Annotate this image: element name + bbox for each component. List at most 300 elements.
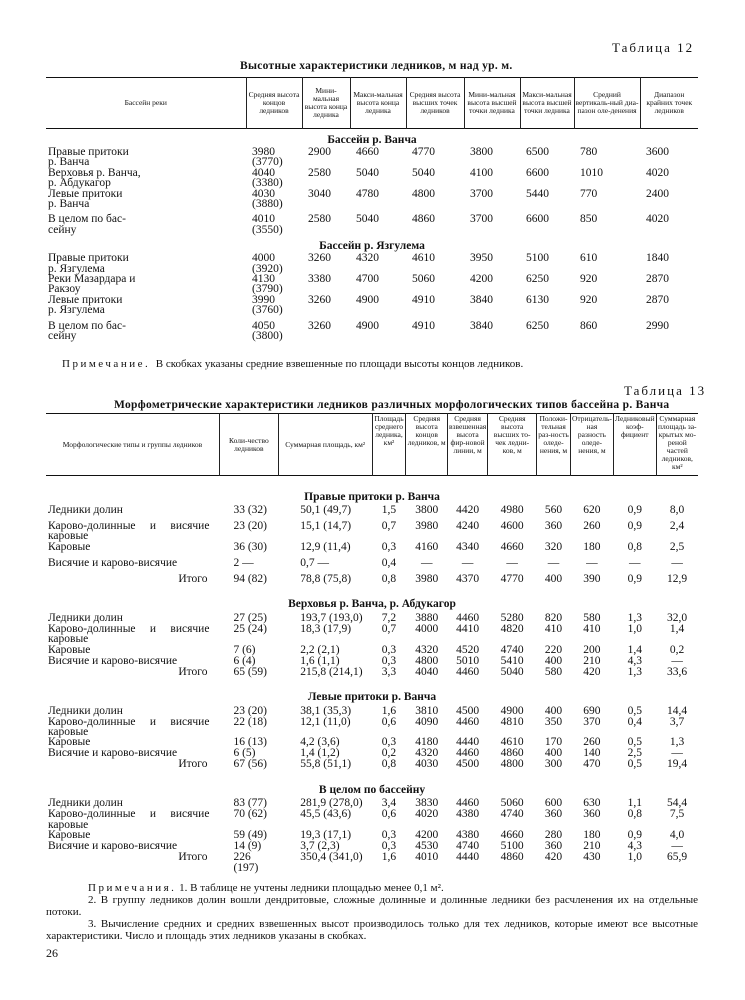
cell-value: 5010 <box>456 654 480 667</box>
cell-value: 210 <box>583 654 601 667</box>
cell-value: 4900 <box>356 319 379 332</box>
cell-value: 2870 <box>646 293 669 306</box>
row-name: Ледники долин <box>48 504 123 516</box>
cell-value: — <box>671 747 683 760</box>
cell-value: 23 (20) <box>233 704 267 717</box>
cell-value: 4030 <box>252 187 275 200</box>
cell-value: 3840 <box>470 319 493 332</box>
cell-value: 23 (20) <box>233 520 267 532</box>
cell-value: 0,8 <box>381 758 397 771</box>
row-name: р. Абдукагор <box>48 177 111 190</box>
cell-value: 3980 <box>252 146 275 158</box>
cell-value: 2870 <box>646 273 669 286</box>
table13-header-cell <box>448 414 488 476</box>
cell-value: 260 <box>583 520 601 532</box>
cell-value: 2,5 <box>627 747 642 760</box>
cell-value: 4000 <box>252 252 275 265</box>
cell-value: 410 <box>544 622 563 635</box>
cell-value: 4860 <box>500 851 524 864</box>
cell-value: 0,2 <box>669 643 685 656</box>
cell-value: 5040 <box>356 166 379 179</box>
cell-value: 12,9 <box>667 572 688 585</box>
table13-header-cell <box>570 414 613 476</box>
cell-value: 4000 <box>415 622 439 635</box>
table12-header-cell: Макси-мальная высота конца ледника <box>350 78 406 129</box>
cell-value-weighted: (3920) <box>252 262 283 275</box>
cell-value: 2990 <box>646 319 669 332</box>
cell-value: 6130 <box>526 293 549 306</box>
cell-value: 920 <box>580 293 598 306</box>
cell-value: 4520 <box>456 643 480 656</box>
row-name: Висячие и карово-висячие <box>48 747 178 760</box>
cell-value: 4040 <box>415 665 439 678</box>
cell-value: 0,7 — <box>300 556 330 569</box>
table-row-continuation <box>46 331 698 341</box>
row-name: Каровые <box>48 736 91 749</box>
row-name: Каровые <box>48 540 91 553</box>
cell-value: 0,7 <box>381 520 397 532</box>
section-title: Правые притоки р. Ванча <box>304 490 440 503</box>
cell-value: 38,1 (35,3) <box>300 704 352 717</box>
cell-value: 350,4 (341,0) <box>300 851 363 864</box>
row-name: Карово-долинные и висячие каровые <box>48 808 210 831</box>
cell-value: 4180 <box>415 736 439 749</box>
table13-note-1: 1. В таблице не учтены ледники площадью менее 0,1 м². <box>179 882 444 894</box>
cell-value-weighted: (3790) <box>252 283 283 296</box>
table13 <box>46 413 698 873</box>
cell-value: 4010 <box>252 213 275 226</box>
cell-value: 65,9 <box>667 851 688 864</box>
cell-value: 1,5 <box>381 504 397 516</box>
cell-value: 36 (30) <box>233 540 267 553</box>
row-name: Каровые <box>48 829 91 842</box>
row-name: Правые притоки <box>48 146 129 158</box>
row-name: В целом по бас- <box>48 213 126 226</box>
section-title-row <box>46 590 698 613</box>
cell-value: 4380 <box>456 829 480 842</box>
cell-value: 32,0 <box>667 611 688 624</box>
cell-value: 2,5 <box>669 540 685 553</box>
cell-value: 50,1 (49,7) <box>300 504 352 516</box>
cell-value: 4320 <box>415 643 439 656</box>
cell-value: — <box>671 556 683 569</box>
total-row <box>46 667 698 683</box>
cell-value: 22 (18) <box>233 715 267 728</box>
cell-value: — <box>461 556 474 569</box>
table12-body <box>46 129 698 342</box>
cell-value: 260 <box>583 736 601 749</box>
cell-value: 390 <box>583 572 601 585</box>
table-row <box>46 189 698 199</box>
row-name: Реки Мазардара и <box>48 273 136 286</box>
cell-value: 19,3 (17,1) <box>300 829 352 842</box>
cell-value: 1840 <box>646 252 669 265</box>
cell-value: 3880 <box>415 611 439 624</box>
cell-value: 0,5 <box>627 704 642 717</box>
cell-value: 1,6 <box>381 704 397 717</box>
empty-cell <box>302 199 698 209</box>
cell-value: 5100 <box>526 252 549 265</box>
cell-value: 45,5 (43,6) <box>300 808 352 821</box>
cell-value: 5060 <box>412 273 435 286</box>
cell-value: — <box>671 654 683 667</box>
cell-value: 6250 <box>526 319 549 332</box>
row-name: Левые притоки <box>48 293 123 306</box>
cell-value: 4460 <box>456 715 480 728</box>
table13-header-cell <box>488 414 537 476</box>
table-row <box>46 809 698 830</box>
cell-value: 5410 <box>500 654 524 667</box>
table-row <box>46 656 698 667</box>
cell-value: 6250 <box>526 273 549 286</box>
cell-value: 70 (62) <box>233 808 267 821</box>
cell-value: 3260 <box>308 319 331 332</box>
cell-value: 4740 <box>500 643 524 656</box>
cell-value: 59 (49) <box>233 829 267 842</box>
cell-value: — <box>506 556 518 569</box>
cell-value: 360 <box>583 808 601 821</box>
cell-value: 470 <box>583 758 601 771</box>
cell-value: 4770 <box>412 146 435 158</box>
cell-value: 5100 <box>500 840 524 853</box>
cell-value: 4910 <box>412 319 435 332</box>
cell-value: 4700 <box>356 273 379 286</box>
cell-value: 1,3 <box>669 736 685 749</box>
total-row <box>46 759 698 775</box>
cell-value: 4010 <box>415 851 439 864</box>
cell-value: 580 <box>544 665 563 678</box>
cell-value: 4090 <box>415 715 439 728</box>
cell-value: 16 (13) <box>233 736 267 749</box>
table12-note-label: Примечание. <box>62 358 151 370</box>
cell-value: 3800 <box>415 504 439 516</box>
cell-value: 3830 <box>415 797 439 810</box>
row-name: Карово-долинные и висячие каровые <box>48 715 210 739</box>
table13-header-text: Суммарная площадь за-крытых мо-реной частей ледников, км² <box>658 413 697 471</box>
table13-header-cell: Коли-чество ледников <box>219 414 278 476</box>
row-name: Ледники долин <box>48 797 123 810</box>
total-label: Итого <box>178 572 208 585</box>
cell-value: 4860 <box>412 213 435 226</box>
cell-value: 280 <box>544 829 563 842</box>
cell-value: 6 (4) <box>233 654 256 667</box>
table-row <box>46 295 698 305</box>
cell-value: 4,3 <box>627 654 642 667</box>
section-title: Левые притоки р. Ванча <box>307 691 437 704</box>
table13-header-cell: Морфологические типы и группы ледников <box>62 439 203 449</box>
cell-value: 5040 <box>412 166 435 179</box>
cell-value: 3980 <box>415 572 439 585</box>
section-title-row <box>46 476 698 506</box>
cell-value: 5060 <box>500 797 524 810</box>
row-name: В целом по бас- <box>48 319 126 332</box>
table-row <box>46 168 698 178</box>
cell-value: 630 <box>583 797 601 810</box>
cell-value: 3950 <box>470 252 493 265</box>
cell-value: 400 <box>544 572 563 585</box>
cell-value-weighted: (3880) <box>252 198 283 211</box>
cell-value-weighted: (3760) <box>252 304 283 317</box>
cell-value: 0,9 <box>627 520 642 532</box>
cell-value: 3,7 <box>669 715 685 728</box>
cell-value: 226 (197) <box>233 851 259 874</box>
row-name: Верховья р. Ванча, <box>48 166 141 179</box>
cell-value: 180 <box>583 540 601 553</box>
cell-value: 4040 <box>252 166 275 179</box>
cell-value: 1,4 <box>627 643 642 656</box>
section-title-row <box>46 129 698 148</box>
cell-value: 0,4 <box>627 715 642 728</box>
cell-value: 4100 <box>470 166 493 179</box>
cell-value: 0,9 <box>627 504 642 516</box>
cell-value: 4500 <box>456 758 480 771</box>
table12-header-cell: Бассейн реки <box>124 98 167 107</box>
table-row <box>46 717 698 738</box>
total-label: Итого <box>178 758 208 771</box>
table13-header-text: Ледниковый коэф-фициент <box>614 413 655 439</box>
cell-value: 1,6 <box>381 851 397 864</box>
row-name: Ледники долин <box>48 704 123 717</box>
cell-value: 3,3 <box>381 665 397 678</box>
cell-value: 27 (25) <box>233 611 267 624</box>
table12 <box>46 77 698 342</box>
cell-value: 600 <box>544 797 563 810</box>
cell-value: 55,8 (51,1) <box>300 758 352 771</box>
table12-header-cell: Средняя высота высших точек ледников <box>406 78 464 129</box>
row-name: Ледники долин <box>48 611 123 624</box>
cell-value: 0,2 <box>381 747 397 760</box>
section-title-row <box>46 683 698 706</box>
cell-value: 820 <box>544 611 563 624</box>
cell-value: 4200 <box>470 273 493 286</box>
cell-value: 3980 <box>415 520 439 532</box>
cell-value: 4770 <box>500 572 524 585</box>
cell-value: 0,3 <box>381 540 397 553</box>
cell-value: 3260 <box>308 293 331 306</box>
cell-value: 4,3 <box>627 840 642 853</box>
row-name: Каровые <box>48 643 91 656</box>
cell-value: 620 <box>583 504 601 516</box>
cell-value: 360 <box>544 840 563 853</box>
cell-value-weighted: (3550) <box>252 223 283 236</box>
cell-value: 33,6 <box>667 665 688 678</box>
cell-value: 3,7 (2,3) <box>300 840 340 853</box>
table13-header-text: Средняя взвешенная высота фир-новой линии, м <box>449 413 487 455</box>
cell-value: 4800 <box>500 758 524 771</box>
cell-value: 2 — <box>233 556 254 569</box>
cell-value: 5040 <box>500 665 524 678</box>
empty-cell <box>302 305 698 315</box>
table13-header-cell <box>656 414 698 476</box>
table13-header-cell <box>372 414 406 476</box>
cell-value: 14 (9) <box>233 840 262 853</box>
cell-value: 4050 <box>252 319 275 332</box>
table-row-continuation <box>46 305 698 315</box>
cell-value: 3840 <box>470 293 493 306</box>
cell-value: — <box>547 556 560 569</box>
cell-value: 3700 <box>470 187 493 200</box>
table-row <box>46 147 698 157</box>
cell-value: 83 (77) <box>233 797 267 810</box>
cell-value: 0,6 <box>381 808 397 821</box>
table13-header-text: Средняя высота высших то-чек ледни-ков, м <box>493 413 531 455</box>
cell-value: 19,4 <box>667 758 688 771</box>
table12-header-cell: Диапазон крайних точек ледников <box>640 78 698 129</box>
cell-value-weighted: (3380) <box>252 177 283 190</box>
cell-value: 4780 <box>356 187 379 200</box>
section-title-row <box>46 235 698 253</box>
table-row <box>46 624 698 645</box>
cell-value: 4,0 <box>669 829 685 842</box>
cell-value: 2900 <box>308 146 331 158</box>
cell-value: 4370 <box>456 572 480 585</box>
cell-value: 3,4 <box>381 797 397 810</box>
cell-value: 400 <box>544 704 563 717</box>
cell-value: 400 <box>544 747 563 760</box>
cell-value: 0,6 <box>381 715 397 728</box>
cell-value: 860 <box>580 319 598 332</box>
cell-value: 360 <box>544 808 563 821</box>
cell-value: 420 <box>583 665 601 678</box>
cell-value: 4740 <box>500 808 524 821</box>
table12-title: Высотные характеристики ледников, м над ур. м. <box>240 60 513 72</box>
cell-value: 4200 <box>415 829 439 842</box>
cell-value: 4500 <box>456 704 480 717</box>
cell-value: 4320 <box>415 747 439 760</box>
cell-value-weighted: (3770) <box>252 156 283 169</box>
table-row-continuation <box>46 225 698 235</box>
table12-header-row <box>46 78 698 129</box>
cell-value: 300 <box>544 758 563 771</box>
total-row <box>46 852 698 873</box>
section-title-row <box>46 775 698 798</box>
row-name: сейну <box>48 223 77 236</box>
cell-value: 920 <box>580 273 598 286</box>
cell-value: 4020 <box>415 808 439 821</box>
cell-value: 4600 <box>500 520 524 532</box>
cell-value-weighted: (3800) <box>252 330 283 343</box>
cell-value: 6 (5) <box>233 747 256 760</box>
cell-value: 200 <box>583 643 601 656</box>
cell-value: 4660 <box>356 146 379 158</box>
cell-value: 14,4 <box>667 704 688 717</box>
table-row <box>46 321 698 331</box>
cell-value: 4410 <box>456 622 480 635</box>
cell-value: 4660 <box>500 540 524 553</box>
cell-value: 5040 <box>356 213 379 226</box>
cell-value: 3600 <box>646 146 669 158</box>
table13-title: Морфометрические характеристики ледников различных морфологических типов бассейна р. Ванча <box>114 399 670 411</box>
table12-note <box>62 358 523 370</box>
table13-header-text: Площадь среднего ледника, км² <box>374 413 404 447</box>
table13-notes-label: Примечания. <box>88 882 177 894</box>
cell-value: 0,3 <box>381 829 397 842</box>
table-row <box>46 542 698 558</box>
table13-notes <box>46 882 698 942</box>
cell-value: 1,3 <box>627 665 642 678</box>
cell-value: 4130 <box>252 273 275 286</box>
cell-value: 215,8 (214,1) <box>300 665 363 678</box>
cell-value: 4820 <box>500 622 524 635</box>
row-name: р. Ванча <box>48 198 90 211</box>
cell-value: 6600 <box>526 213 549 226</box>
cell-value: 2,2 (2,1) <box>300 643 340 656</box>
row-name: сейну <box>48 330 77 343</box>
cell-value: 780 <box>580 146 598 158</box>
row-name: р. Язгулема <box>48 262 105 275</box>
table-row <box>46 253 698 263</box>
cell-value: 3700 <box>470 213 493 226</box>
table13-header-text: Отрицатель-ная разность оледе-нения, м <box>571 413 612 455</box>
cell-value: 4810 <box>500 715 524 728</box>
table-row-continuation <box>46 199 698 209</box>
cell-value: 4420 <box>456 504 480 516</box>
cell-value: 0,8 <box>627 540 642 553</box>
cell-value: 67 (56) <box>233 758 267 771</box>
cell-value: 370 <box>583 715 601 728</box>
total-label: Итого <box>178 665 208 678</box>
table13-header-row <box>46 414 698 476</box>
table12-header-cell: Макси-мальная высота высшей точки ледника <box>520 78 574 129</box>
cell-value: 2580 <box>308 213 331 226</box>
cell-value: 4660 <box>500 829 524 842</box>
cell-value: 210 <box>583 840 601 853</box>
cell-value: 0,8 <box>381 572 397 585</box>
table12-header-cell: Средняя высота концов ледников <box>246 78 302 129</box>
cell-value: 3800 <box>470 146 493 158</box>
row-name: Висячие и карово-висячие <box>48 556 178 569</box>
table13-body <box>46 476 698 874</box>
cell-value: 33 (32) <box>233 504 267 516</box>
cell-value: 18,3 (17,9) <box>300 622 352 635</box>
cell-value: 65 (59) <box>233 665 267 678</box>
cell-value: 4610 <box>412 252 435 265</box>
cell-value: 2580 <box>308 166 331 179</box>
row-name: Левые притоки <box>48 187 123 200</box>
cell-value: 4530 <box>415 840 439 853</box>
cell-value: 220 <box>544 643 563 656</box>
cell-value: 410 <box>583 622 601 635</box>
table-row <box>46 706 698 717</box>
cell-value: 1,4 <box>669 622 685 635</box>
cell-value: 0,3 <box>381 654 397 667</box>
cell-value: 1010 <box>580 166 603 179</box>
cell-value: — <box>629 556 641 569</box>
cell-value: 4900 <box>356 293 379 306</box>
cell-value: 4460 <box>456 797 480 810</box>
cell-value: 0,8 <box>627 808 642 821</box>
cell-value: 4020 <box>646 166 669 179</box>
cell-value: 54,4 <box>667 797 688 810</box>
cell-value: 0,9 <box>627 829 642 842</box>
table12-header-cell: Мини-мальная высота высшей точки ледника <box>464 78 520 129</box>
cell-value: 1,6 (1,1) <box>300 654 340 667</box>
cell-value: 140 <box>583 747 601 760</box>
table-row <box>46 505 698 521</box>
cell-value: — <box>420 556 433 569</box>
cell-value: 4800 <box>412 187 435 200</box>
cell-value: 1,1 <box>627 797 642 810</box>
row-name: Правые притоки <box>48 252 129 265</box>
table13-number: Таблица 13 <box>624 383 707 398</box>
cell-value: 610 <box>580 252 598 265</box>
cell-value: 4460 <box>456 747 480 760</box>
cell-value: 430 <box>583 851 601 864</box>
cell-value: 1,4 (1,2) <box>300 747 340 760</box>
table13-header-cell <box>406 414 448 476</box>
cell-value: 0,5 <box>627 736 642 749</box>
cell-value: 3990 <box>252 293 275 306</box>
